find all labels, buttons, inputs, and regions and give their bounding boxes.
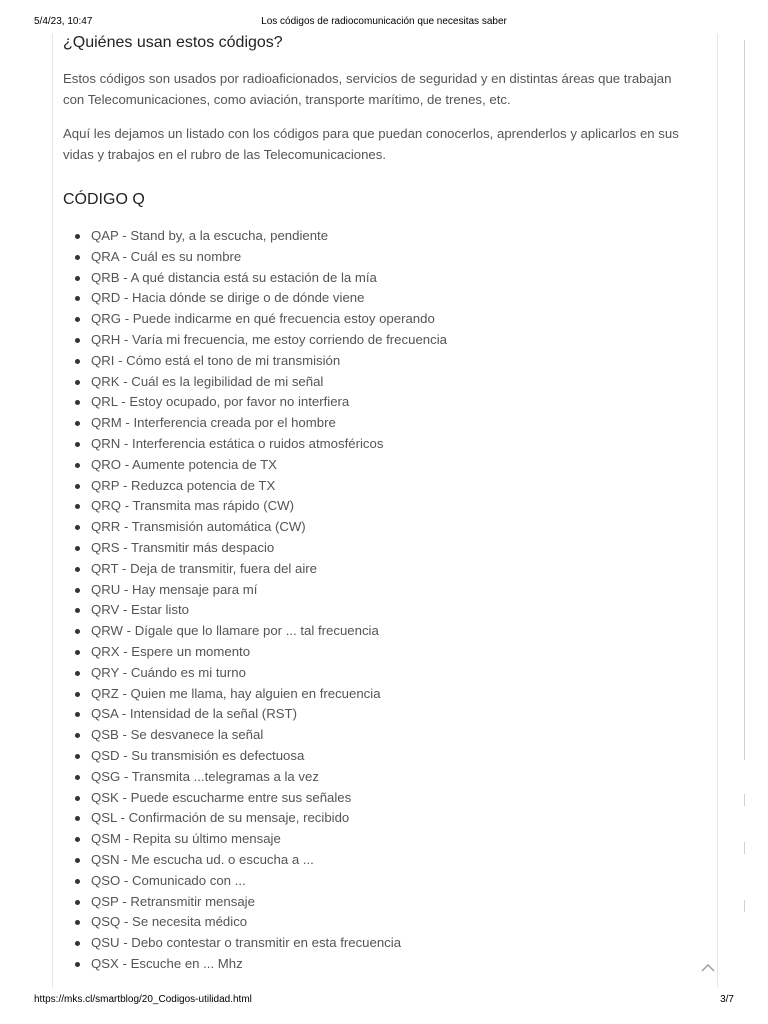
code-text: QSD - Su transmisión es defectuosa [91,747,305,763]
scroll-to-top-button[interactable] [700,961,716,975]
bullet-icon [75,504,80,509]
bullet-icon [75,858,80,863]
bullet-icon [75,900,80,905]
code-text: QRH - Varía mi frecuencia, me estoy corriendo de frecuencia [91,331,447,347]
bullet-icon [75,816,80,821]
code-text: QRQ - Transmita mas rápido (CW) [91,498,294,514]
code-text: QRV - Estar listo [91,602,189,618]
paragraph-1-line-1: Estos códigos son usados por radioaficionados, servicios de seguridad y en distintas áreas que trabajan [63,71,672,86]
list-item [63,496,703,517]
list-item [63,600,703,621]
bullet-icon [75,442,80,447]
code-text: QSN - Me escucha ud. o escucha a ... [91,851,314,867]
list-item [63,892,703,913]
list-item [63,912,703,933]
list-item [63,871,703,892]
code-text: QSX - Escuche en ... Mhz [91,955,243,971]
bullet-icon [75,629,80,634]
bullet-icon [75,920,80,925]
code-text: QSB - Se desvanece la señal [91,727,264,743]
code-text: QRO - Aumente potencia de TX [91,456,277,472]
print-title: Los códigos de radiocomunicación que necesitas saber [261,16,507,27]
code-text: QRM - Interferencia creada por el hombre [91,415,336,431]
code-text: QSQ - Se necesita médico [91,914,248,930]
list-item [63,725,703,746]
bullet-icon [75,525,80,530]
code-text: QSK - Puede escucharme entre sus señales [91,789,352,805]
q-code-list [63,226,703,975]
code-text: QRZ - Quien me llama, hay alguien en frecuencia [91,685,381,701]
bullet-icon [75,733,80,738]
list-item [63,559,703,580]
print-header [34,16,734,30]
list-item [63,517,703,538]
code-text: QRU - Hay mensaje para mí [91,581,258,597]
list-item [63,247,703,268]
code-text: QSL - Confirmación de su mensaje, recibido [91,810,350,826]
bullet-icon [75,941,80,946]
list-item [63,476,703,497]
bullet-icon [75,484,80,489]
page-scrollbar-mark [744,794,745,806]
list-item [63,788,703,809]
list-item [63,808,703,829]
code-text: QRA - Cuál es su nombre [91,248,242,264]
code-text: QRB - A qué distancia está su estación de la mía [91,269,377,285]
list-item [63,288,703,309]
print-date: 5/4/23, 10:47 [34,16,93,27]
paragraph-2-line-2: vidas y trabajos en el rubro de las Telecomunicaciones. [63,147,387,162]
page-scrollbar-mark [744,842,745,854]
code-text: QRX - Espere un momento [91,643,251,659]
list-item [63,933,703,954]
code-text: QSA - Intensidad de la señal (RST) [91,706,297,722]
list-item [63,850,703,871]
code-text: QSO - Comunicado con ... [91,872,246,888]
list-item [63,642,703,663]
bullet-icon [75,338,80,343]
list-item [63,663,703,684]
bullet-icon [75,380,80,385]
bullet-icon [75,712,80,717]
bullet-icon [75,754,80,759]
bullet-icon [75,296,80,301]
print-url: https://mks.cl/smartblog/20_Codigos-utilidad.html [34,994,252,1005]
list-item [63,455,703,476]
code-text: QRY - Cuándo es mi turno [91,664,246,680]
page-scrollbar-track [744,40,745,760]
paragraph-1-line-2: con Telecomunicaciones, como aviación, transporte marítimo, de trenes, etc. [63,92,511,107]
bullet-icon [75,796,80,801]
bullet-icon [75,588,80,593]
code-text: QRR - Transmisión automática (CW) [91,519,306,535]
bullet-icon [75,837,80,842]
bullet-icon [75,692,80,697]
list-item [63,226,703,247]
print-page-number: 3/7 [720,994,734,1005]
chevron-up-icon [700,961,716,975]
section-title: CÓDIGO Q [63,191,145,208]
bullet-icon [75,775,80,780]
bullet-icon [75,962,80,967]
code-text: QRD - Hacia dónde se dirige o de dónde viene [91,290,365,306]
code-text: QRW - Dígale que lo llamare por ... tal frecuencia [91,623,379,639]
code-text: QSG - Transmita ...telegramas a la vez [91,768,319,784]
list-item [63,309,703,330]
bullet-icon [75,879,80,884]
list-item [63,372,703,393]
list-item [63,746,703,767]
code-text: QRP - Reduzca potencia de TX [91,477,276,493]
code-text: QAP - Stand by, a la escucha, pendiente [91,228,329,243]
code-text: QRK - Cuál es la legibilidad de mi señal [91,373,324,389]
code-text: QSM - Repita su último mensaje [91,831,281,847]
list-item [63,330,703,351]
bullet-icon [75,317,80,322]
bullet-icon [75,546,80,551]
code-text: QRT - Deja de transmitir, fuera del aire [91,560,317,576]
bullet-icon [75,567,80,572]
bullet-icon [75,255,80,260]
list-item [63,954,703,975]
code-text: QRN - Interferencia estática o ruidos atmosféricos [91,435,384,451]
list-item [63,829,703,850]
list-item [63,621,703,642]
subheading: ¿Quiénes usan estos códigos? [63,34,283,51]
code-text: QSU - Debo contestar o transmitir en esta frecuencia [91,935,402,951]
bullet-icon [75,421,80,426]
list-item [63,351,703,372]
code-text: QRL - Estoy ocupado, por favor no interfiera [91,394,350,410]
print-footer [34,994,734,1008]
bullet-icon [75,608,80,613]
bullet-icon [75,463,80,468]
bullet-icon [75,276,80,281]
article-container [52,34,718,988]
list-item [63,392,703,413]
code-text: QRI - Cómo está el tono de mi transmisión [91,352,341,368]
bullet-icon [75,671,80,676]
page-scrollbar-mark [744,900,745,912]
code-text: QRG - Puede indicarme en qué frecuencia estoy operando [91,311,435,327]
bullet-icon [75,650,80,655]
bullet-icon [75,359,80,364]
bullet-icon [75,400,80,405]
list-item [63,704,703,725]
paragraph-2-line-1: Aquí les dejamos un listado con los códigos para que puedan conocerlos, aprenderlos y aplicarlos en sus [63,126,679,141]
list-item [63,684,703,705]
list-item [63,767,703,788]
list-item [63,538,703,559]
bullet-icon [75,234,80,239]
list-item [63,413,703,434]
code-text: QSP - Retransmitir mensaje [91,893,255,909]
code-text: QRS - Transmitir más despacio [91,539,275,555]
list-item [63,268,703,289]
list-item [63,434,703,455]
list-item [63,580,703,601]
